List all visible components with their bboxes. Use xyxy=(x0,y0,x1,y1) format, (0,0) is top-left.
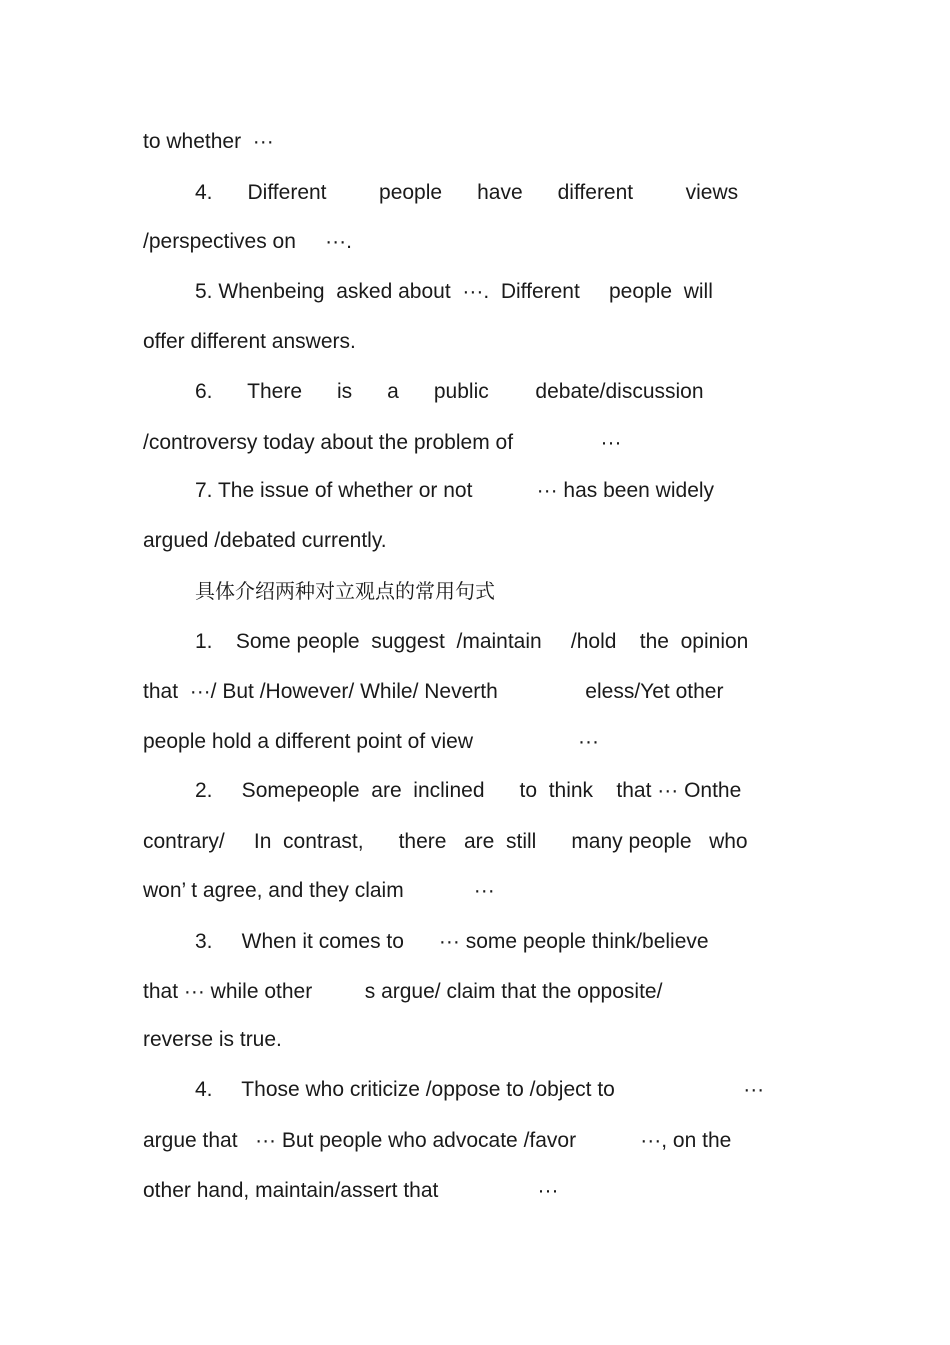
text-line-item-6: 6. There is a public debate/discussion xyxy=(195,380,704,403)
text-line: that ···/ But /However/ While/ Neverth eless/Yet other xyxy=(143,680,724,703)
text-line-item-4b: 4. Those who criticize /oppose to /object to ··· xyxy=(195,1078,765,1101)
text-line: offer different answers. xyxy=(143,330,356,353)
text-line: reverse is true. xyxy=(143,1028,282,1051)
section-heading-chinese: 具体介绍两种对立观点的常用句式 xyxy=(195,579,495,603)
text-line: /controversy today about the problem of ··· xyxy=(143,431,622,454)
text-line: won’ t agree, and they claim ··· xyxy=(143,879,495,902)
text-line: argue that ··· But people who advocate /favor ···, on the xyxy=(143,1129,732,1152)
text-line: contrary/ In contrast, there are still many people who xyxy=(143,830,748,853)
text-line: other hand, maintain/assert that ··· xyxy=(143,1179,559,1202)
text-line: that ··· while other s argue/ claim that the opposite/ xyxy=(143,980,663,1003)
text-line-item-3: 3. When it comes to ··· some people think/believe xyxy=(195,930,709,953)
text-line: /perspectives on ···. xyxy=(143,230,352,253)
text-line: argued /debated currently. xyxy=(143,529,387,552)
text-line-item-7: 7. The issue of whether or not ··· has been widely xyxy=(195,479,715,502)
text-line-continuation: to whether ··· xyxy=(143,130,274,153)
text-line-item-2: 2. Somepeople are inclined to think that ··· Onthe xyxy=(195,779,742,802)
text-line: people hold a different point of view ··· xyxy=(143,730,600,753)
text-line-item-5: 5. Whenbeing asked about ···. Different people will xyxy=(195,280,713,303)
text-line-item-4: 4. Different people have different views xyxy=(195,181,739,204)
text-line-item-1: 1. Some people suggest /maintain /hold the opinion xyxy=(195,630,749,653)
